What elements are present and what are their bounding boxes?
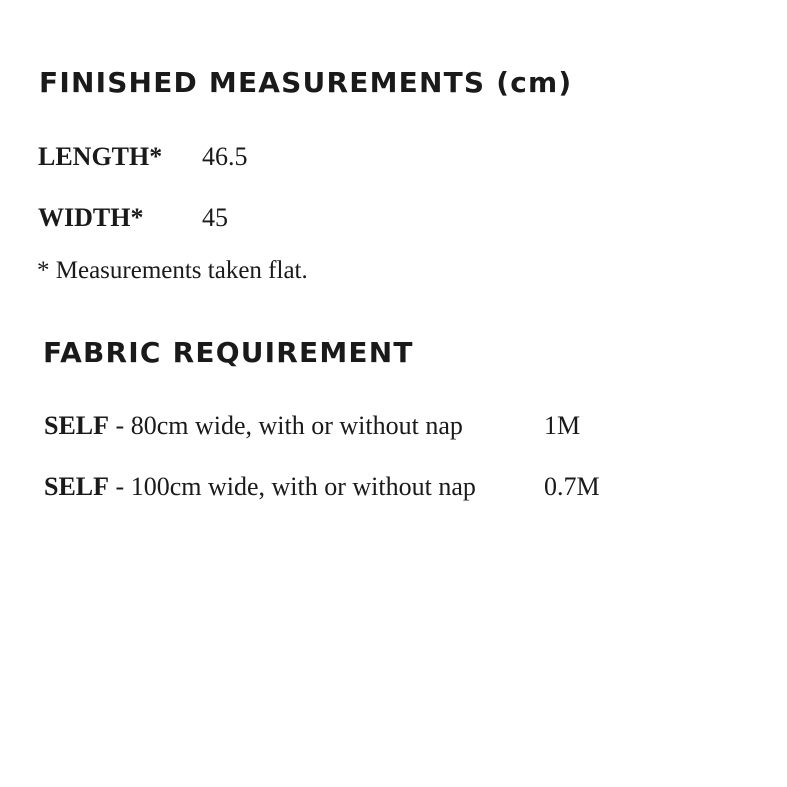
fabric-row-100cm [44, 472, 600, 502]
measurement-row-length [38, 142, 248, 172]
measurement-value: 46.5 [202, 142, 248, 171]
fabric-description: - 80cm wide, with or without nap [109, 411, 463, 440]
fabric-label: SELF [44, 472, 110, 501]
fabric-amount: 1M [544, 411, 581, 440]
measurement-value: 45 [202, 203, 228, 232]
fabric-amount: 0.7M [544, 472, 600, 501]
finished-measurements-heading: FINISHED MEASUREMENTS (cm) [39, 66, 573, 99]
measurement-row-width [38, 203, 228, 233]
fabric-label: SELF [44, 411, 110, 440]
measurement-label: WIDTH* [38, 203, 144, 232]
measurement-note: * Measurements taken flat. [37, 257, 308, 284]
fabric-description: - 100cm wide, with or without nap [109, 472, 476, 501]
measurement-label: LENGTH* [38, 142, 163, 171]
fabric-row-80cm [44, 411, 581, 441]
fabric-requirement-heading: FABRIC REQUIREMENT [43, 336, 414, 369]
